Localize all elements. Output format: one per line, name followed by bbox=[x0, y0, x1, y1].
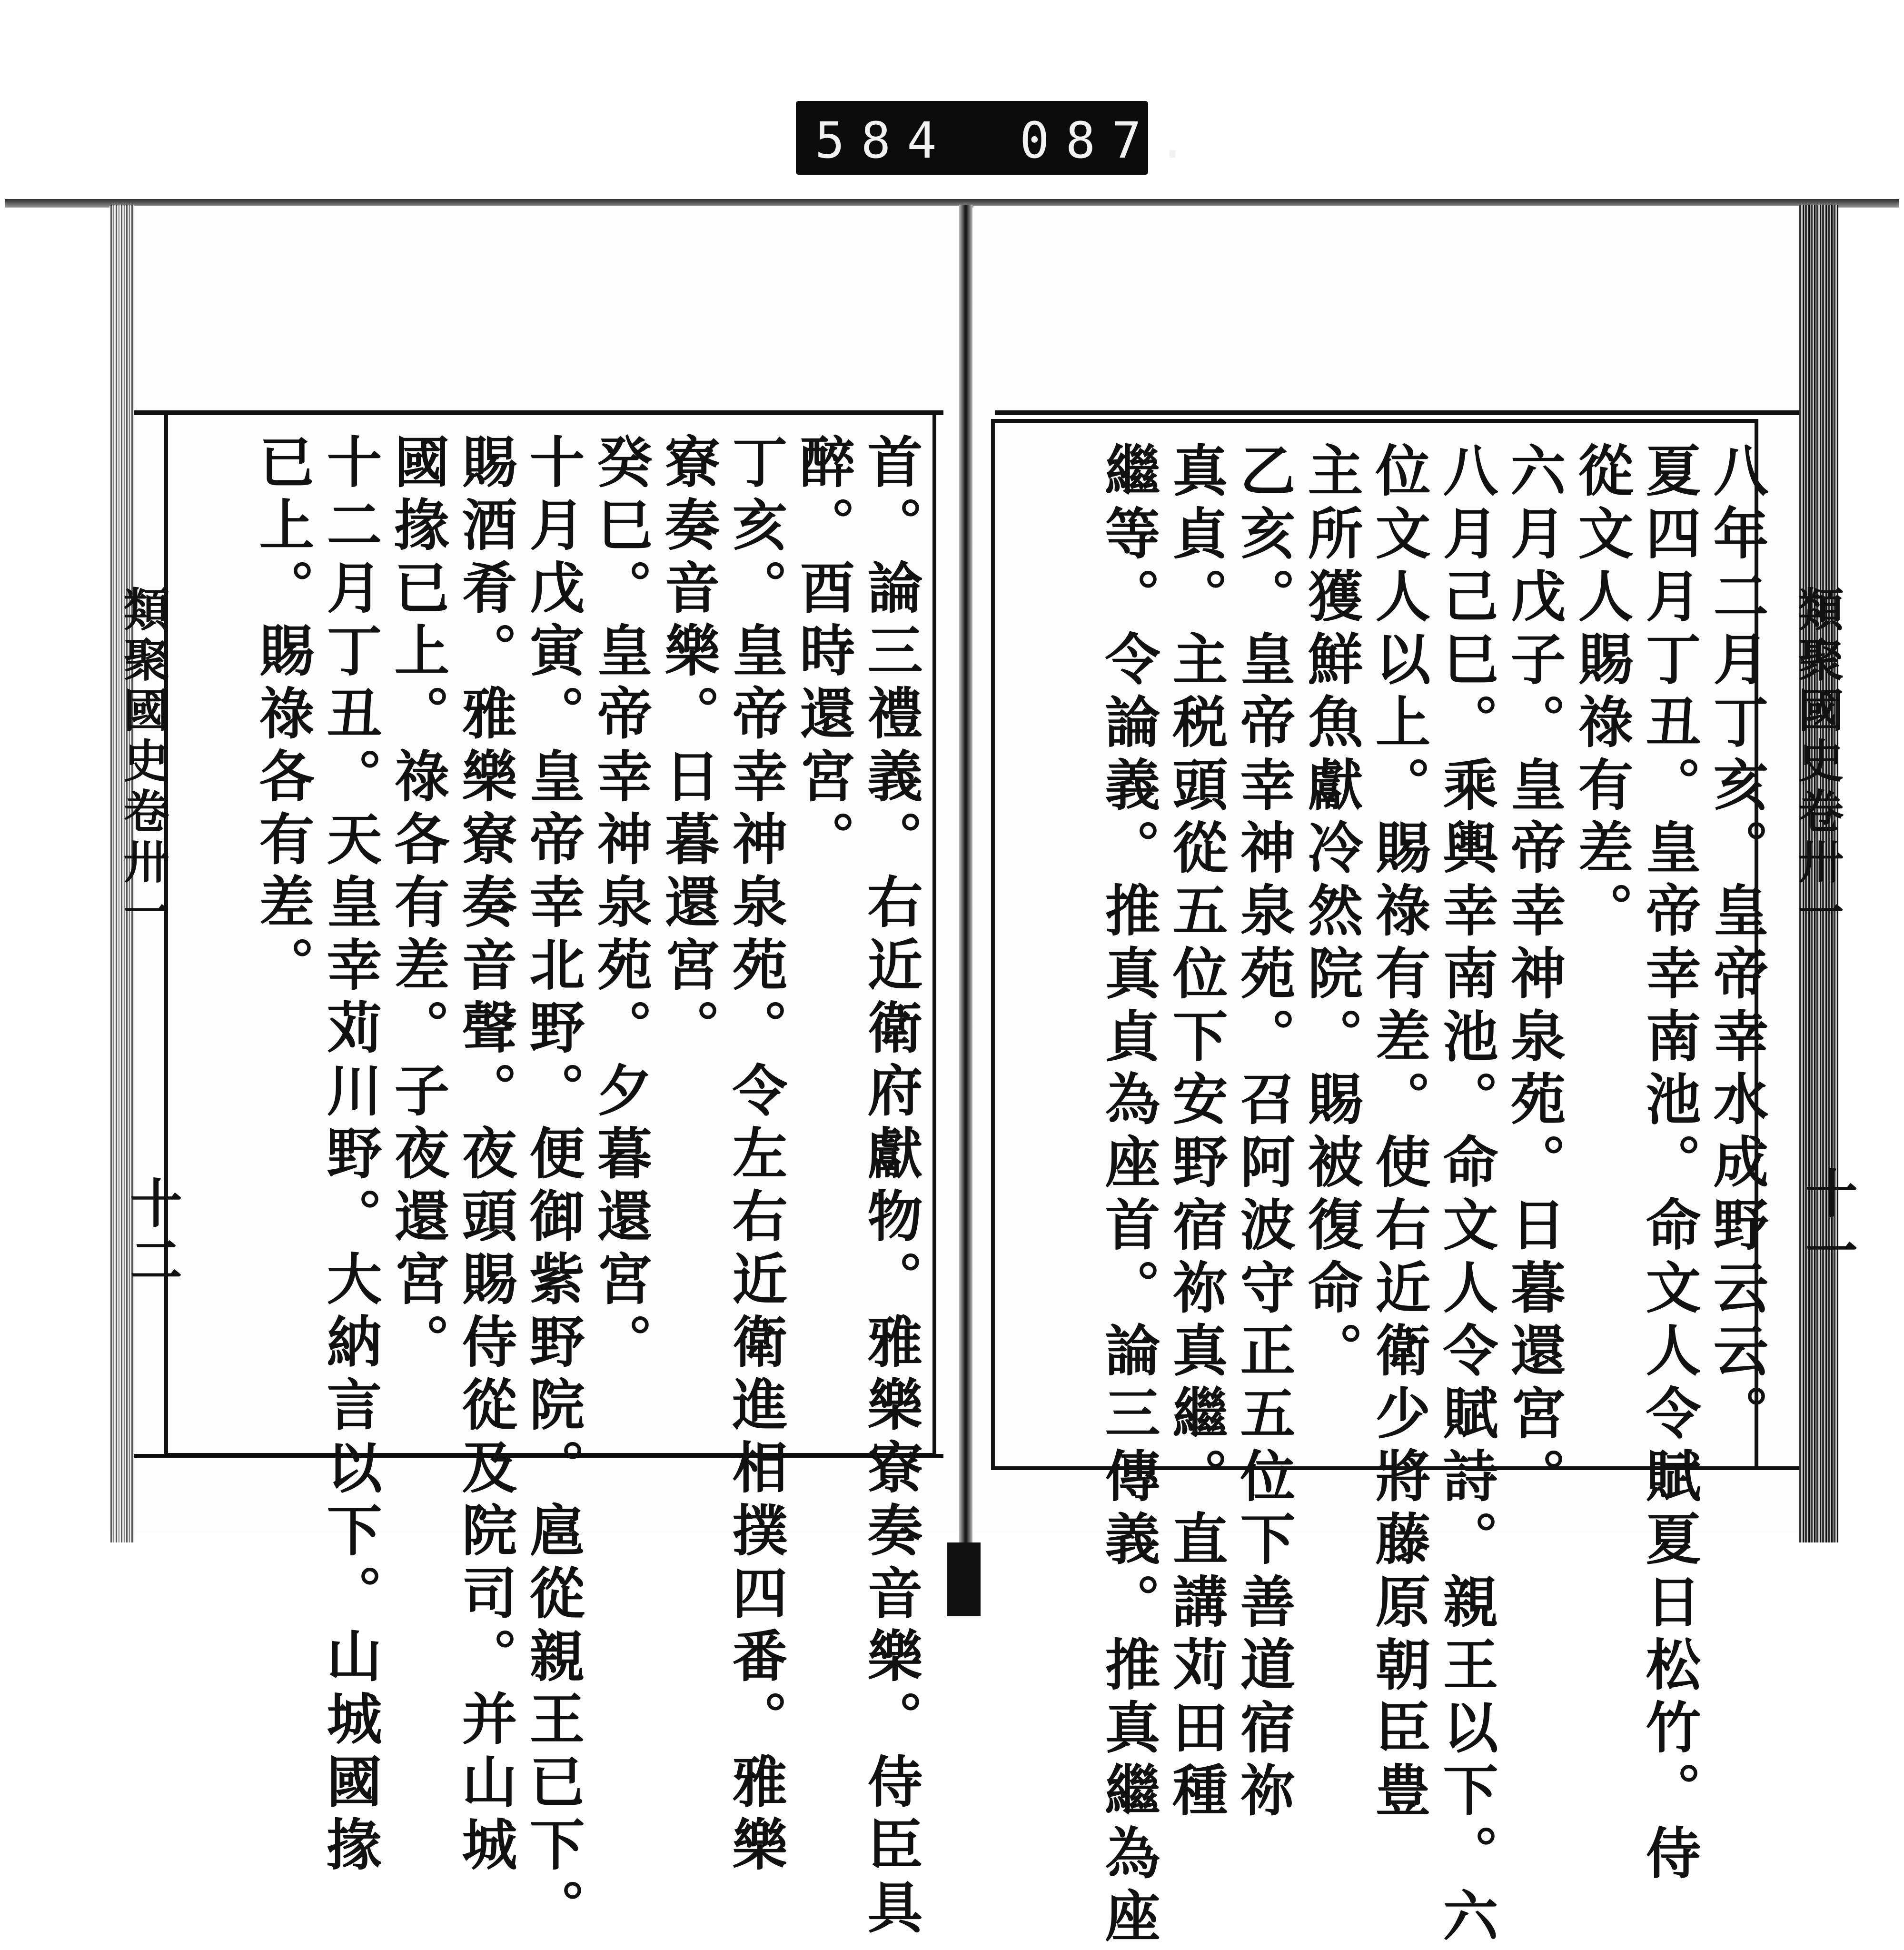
text-column: 丁亥。皇帝幸神泉苑。令左右近衛進相撲四番。雅樂 bbox=[723, 433, 788, 1879]
right-text-frame bbox=[991, 419, 1769, 1950]
text-column: 位文人以上。賜祿有差。使右近衛少將藤原朝臣豊 bbox=[1366, 442, 1431, 1824]
right-top-rule bbox=[995, 410, 1799, 415]
left-text-frame bbox=[164, 410, 936, 1941]
text-column: 夏四月丁丑。皇帝幸南池。命文人令賦夏日松竹。侍 bbox=[1636, 442, 1701, 1887]
gutter-clip bbox=[947, 1542, 981, 1616]
right-margin-title: 類聚國史卷卅一 bbox=[1791, 586, 1844, 939]
text-column: 癸巳。皇帝幸神泉苑。夕暮還宮。 bbox=[588, 433, 653, 1376]
text-column: 賜酒肴。雅樂寮奏音聲。夜頭賜侍從及院司。并山城 bbox=[453, 433, 517, 1879]
archive-label bbox=[796, 101, 1204, 175]
text-column: 首。論三禮義。右近衛府獻物。雅樂寮奏音樂。侍臣具 bbox=[858, 433, 923, 1941]
text-column: 八月己巳。乘輿幸南池。命文人令賦詩。親王以下。六 bbox=[1434, 442, 1498, 1950]
text-column: 六月戊子。皇帝幸神泉苑。日暮還宮。 bbox=[1501, 442, 1566, 1510]
text-column: 從文人賜祿有差。 bbox=[1569, 442, 1634, 945]
text-column: 醉。酉時還宮。 bbox=[791, 433, 855, 873]
text-column: 真貞。主税頭從五位下安野宿祢真繼。直講苅田種 bbox=[1163, 442, 1228, 1824]
text-column: 乙亥。皇帝幸神泉苑。召阿波守正五位下善道宿祢 bbox=[1231, 442, 1296, 1824]
text-column: 國掾已上。祿各有差。子夜還宮。 bbox=[385, 433, 450, 1376]
text-column: 已上。賜祿各有差。 bbox=[250, 433, 315, 999]
archive-number-left: 584 bbox=[815, 111, 953, 169]
book-gutter bbox=[959, 205, 972, 1547]
text-column: 主所獲鮮魚獻冷然院。賜被復命。 bbox=[1299, 442, 1363, 1384]
left-margin-title: 類聚國史卷卅一 bbox=[116, 586, 170, 939]
text-column: 八年二月丁亥。皇帝幸水成野云云。 bbox=[1704, 442, 1769, 1447]
right-page-number: 十一 bbox=[1797, 1166, 1858, 1281]
text-column: 十二月丁丑。天皇幸苅川野。大納言以下。山城國掾 bbox=[317, 433, 382, 1879]
text-column: 繼等。令論義。推真貞為座首。論三傳義。推真繼為座 bbox=[1096, 442, 1160, 1950]
archive-number-right: 087. bbox=[1020, 111, 1204, 169]
left-page-number: 十二 bbox=[121, 1176, 183, 1290]
text-column: 寮奏音樂。日暮還宮。 bbox=[655, 433, 720, 1062]
text-column: 十月戊寅。皇帝幸北野。便御紫野院。扈從親王已下。 bbox=[520, 433, 585, 1941]
